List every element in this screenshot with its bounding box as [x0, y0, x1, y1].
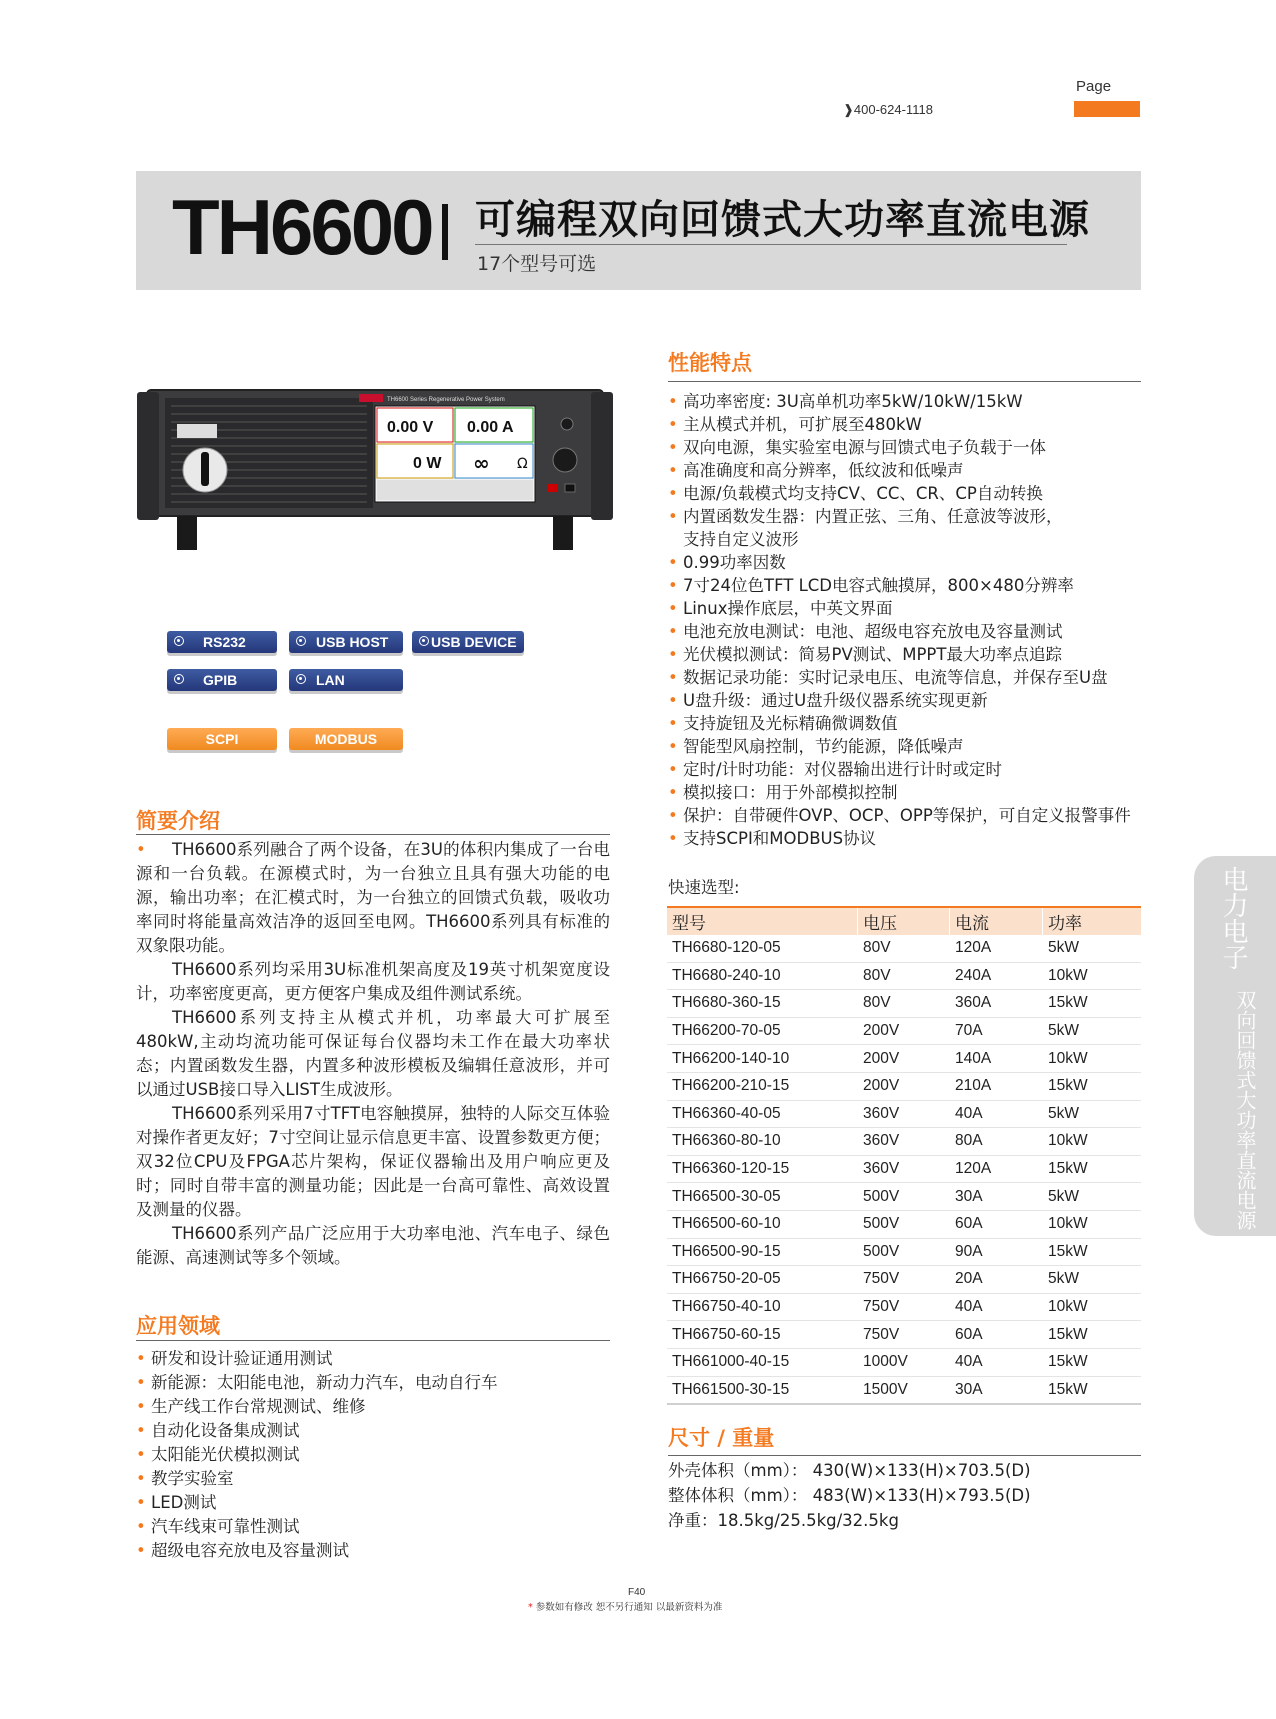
table-row: [667, 1348, 1141, 1376]
applications-rule: [136, 1340, 610, 1341]
svg-text:∞: ∞: [473, 451, 490, 475]
dimension-line: 外壳体积（mm）： 430(W)×133(H)×703.5(D): [668, 1461, 1031, 1480]
table-cell: 90A: [950, 1238, 1043, 1266]
table-row: [667, 1376, 1141, 1404]
table-cell: 5kW: [1043, 1266, 1142, 1294]
radio-dot-icon: [296, 636, 306, 646]
application-item: • 自动化设备集成测试: [136, 1419, 498, 1443]
svg-text:0 W: 0 W: [413, 455, 442, 472]
feature-item: • 0.99功率因数: [668, 551, 1131, 574]
application-item: • LED测试: [136, 1491, 498, 1515]
footer-note: * 参数如有修改 恕不另行通知 以最新资料为准: [528, 1602, 723, 1613]
table-cell: 40A: [950, 1293, 1043, 1321]
usb-host-chip: USB HOST: [289, 631, 403, 653]
feature-item: • Linux操作底层，中英文界面: [668, 597, 1131, 620]
column-header: 功率: [1043, 907, 1142, 935]
table-cell: 60A: [950, 1321, 1043, 1349]
rs232-chip: RS232: [167, 631, 277, 653]
features-rule: [668, 381, 1141, 382]
table-cell: 40A: [950, 1100, 1043, 1128]
table-cell: 15kW: [1043, 990, 1142, 1018]
table-cell: TH661000-40-15: [667, 1348, 858, 1376]
application-item: • 太阳能光伏模拟测试: [136, 1443, 498, 1467]
table-row: [667, 1293, 1141, 1321]
title-separator: [442, 204, 448, 260]
intro-paragraph: TH6600系列均采用3U标准机架高度及19英寸机架宽度设计，功率密度更高，更方便客户集成及组件测试系统。: [136, 960, 610, 1003]
feature-item: • 电池充放电测试：电池、超级电容充放电及容量测试: [668, 620, 1131, 643]
svg-text:TH6600 Series Regenerative Pow: TH6600 Series Regenerative Power System: [387, 397, 505, 403]
application-item: • 研发和设计验证通用测试: [136, 1347, 498, 1371]
table-cell: TH66750-20-05: [667, 1266, 858, 1294]
intro-text: [136, 838, 610, 1270]
table-cell: 140A: [950, 1045, 1043, 1073]
feature-item: • 光伏模拟测试：简易PV测试、MPPT最大功率点追踪: [668, 643, 1131, 666]
table-cell: 360V: [858, 1155, 950, 1183]
feature-item: • U盘升级：通过U盘升级仪器系统实现更新: [668, 689, 1131, 712]
usb-device-chip: USB DEVICE: [412, 631, 524, 653]
feature-item: • 电源/负载模式均支持CV、CC、CR、CP自动转换: [668, 482, 1131, 505]
table-row: [667, 1072, 1141, 1100]
feature-item: • 主从模式并机，可扩展至480kW: [668, 413, 1131, 436]
page-label: Page: [1076, 78, 1112, 95]
table-cell: 80A: [950, 1128, 1043, 1156]
table-cell: TH66360-80-10: [667, 1128, 858, 1156]
table-cell: 360V: [858, 1128, 950, 1156]
intro-heading: 简要介绍: [136, 809, 220, 833]
table-cell: 30A: [950, 1376, 1043, 1404]
dimension-line: 整体体积（mm）： 483(W)×133(H)×793.5(D): [668, 1486, 1031, 1505]
table-cell: TH66200-70-05: [667, 1017, 858, 1045]
intro-paragraph: TH6600系列支持主从模式并机，功率最大可扩展至480kW,主动均流功能可保证每台仪器均未工作在最大功率状态；内置函数发生器，内置多种波形模板及编辑任意波形，并可以通过USB接口导入LIST生成波形。: [136, 1008, 610, 1099]
table-cell: 15kW: [1043, 1348, 1142, 1376]
table-cell: 360A: [950, 990, 1043, 1018]
table-cell: 1000V: [858, 1348, 950, 1376]
feature-item: • 内置函数发生器：内置正弦、三角、任意波等波形，: [668, 505, 1131, 528]
product-title: 可编程双向回馈式大功率直流电源: [475, 197, 1090, 243]
table-cell: TH661500-30-15: [667, 1376, 858, 1404]
model-table: [667, 906, 1141, 1405]
svg-text:0.00 V: 0.00 V: [387, 419, 434, 436]
table-cell: 200V: [858, 1072, 950, 1100]
table-cell: 1500V: [858, 1376, 950, 1404]
table-cell: TH66500-30-05: [667, 1183, 858, 1211]
radio-dot-icon: [174, 674, 184, 684]
page-number-bar: [1074, 101, 1140, 117]
table-cell: 10kW: [1043, 1210, 1142, 1238]
table-cell: 200V: [858, 1017, 950, 1045]
gpib-chip: GPIB: [167, 669, 277, 691]
dimensions-heading: 尺寸 / 重量: [668, 1426, 775, 1450]
table-row: [667, 1017, 1141, 1045]
scpi-chip: SCPI: [167, 728, 277, 750]
table-cell: 20A: [950, 1266, 1043, 1294]
feature-item: • 高准确度和高分辨率，低纹波和低噪声: [668, 459, 1131, 482]
table-cell: TH6680-240-10: [667, 962, 858, 990]
feature-item: • 数据记录功能：实时记录电压、电流等信息，并保存至U盘: [668, 666, 1131, 689]
table-cell: 30A: [950, 1183, 1043, 1211]
table-cell: 360V: [858, 1100, 950, 1128]
feature-item: • 定时/计时功能：对仪器输出进行计时或定时: [668, 758, 1131, 781]
phone-number: ❱400-624-1118: [843, 102, 933, 117]
table-cell: 750V: [858, 1293, 950, 1321]
table-cell: TH6680-120-05: [667, 935, 858, 962]
applications-heading: 应用领域: [136, 1314, 220, 1338]
features-list: [668, 390, 1131, 850]
feature-item: • 高功率密度: 3U高单机功率5kW/10kW/15kW: [668, 390, 1131, 413]
footer-page-number: F40: [628, 1587, 646, 1598]
table-cell: TH66360-120-15: [667, 1155, 858, 1183]
lan-chip: LAN: [289, 669, 403, 691]
table-cell: 60A: [950, 1210, 1043, 1238]
table-cell: 5kW: [1043, 1100, 1142, 1128]
table-cell: 10kW: [1043, 1293, 1142, 1321]
table-cell: 15kW: [1043, 1238, 1142, 1266]
application-item: • 新能源：太阳能电池，新动力汽车，电动自行车: [136, 1371, 498, 1395]
table-cell: 15kW: [1043, 1155, 1142, 1183]
feature-item: • 双向电源，集实验室电源与回馈式电子负载于一体: [668, 436, 1131, 459]
table-header-row: [667, 907, 1141, 935]
table-cell: 120A: [950, 1155, 1043, 1183]
table-cell: 200V: [858, 1045, 950, 1073]
table-cell: TH66750-60-15: [667, 1321, 858, 1349]
side-tab-category: 电力电子: [1218, 866, 1248, 970]
table-cell: 15kW: [1043, 1376, 1142, 1404]
device-image: [137, 380, 613, 576]
table-row: [667, 1183, 1141, 1211]
intro-paragraph: • TH6600系列融合了两个设备，在3U的体积内集成了一台电源和一台负载。在源模式时，为一台独立且具有强大功能的电源，输出功率；在汇模式时，为一台独立的回馈式负载，吸收功率同时将能量高效洁净的返回至电网。TH6600系列具有标准的双象限功能。: [136, 840, 610, 955]
table-cell: 10kW: [1043, 1128, 1142, 1156]
table-cell: 15kW: [1043, 1072, 1142, 1100]
table-row: [667, 1238, 1141, 1266]
product-subtitle: 17个型号可选: [477, 253, 597, 275]
table-cell: 750V: [858, 1266, 950, 1294]
table-cell: 240A: [950, 962, 1043, 990]
applications-list: [136, 1347, 498, 1563]
features-heading: 性能特点: [668, 351, 752, 375]
table-cell: 5kW: [1043, 1183, 1142, 1211]
table-row: [667, 1155, 1141, 1183]
model-number: TH6600: [172, 183, 432, 271]
table-cell: TH66500-60-10: [667, 1210, 858, 1238]
table-cell: 500V: [858, 1210, 950, 1238]
column-header: 型号: [667, 907, 858, 935]
table-row: [667, 990, 1141, 1018]
table-row: [667, 1128, 1141, 1156]
dimension-line: 净重：18.5kg/25.5kg/32.5kg: [668, 1511, 899, 1530]
radio-dot-icon: [419, 636, 429, 646]
side-tab-product: 双向回馈式大功率直流电源: [1233, 990, 1257, 1230]
table-cell: 10kW: [1043, 1045, 1142, 1073]
feature-item: • 智能型风扇控制，节约能源，降低噪声: [668, 735, 1131, 758]
table-cell: TH6680-360-15: [667, 990, 858, 1018]
table-row: [667, 1045, 1141, 1073]
table-cell: 80V: [858, 935, 950, 962]
table-cell: 5kW: [1043, 1017, 1142, 1045]
table-cell: 40A: [950, 1348, 1043, 1376]
asterisk-icon: *: [528, 1602, 533, 1613]
intro-paragraph: TH6600系列采用7寸TFT电容触摸屏，独特的人际交互体验对操作者更友好；7寸空间让显示信息更丰富、设置参数更方便；双32位CPU及FPGA芯片架构，保证仪器输出及用户响应更及时；同时自带丰富的测量功能；因此是一台高可靠性、高效设置及测量的仪器。: [136, 1104, 610, 1219]
table-row: [667, 1266, 1141, 1294]
feature-item: • 支持SCPI和MODBUS协议: [668, 827, 1131, 850]
table-cell: 80V: [858, 962, 950, 990]
title-underline: [475, 244, 1067, 245]
modbus-chip: MODBUS: [289, 728, 403, 750]
table-cell: TH66200-210-15: [667, 1072, 858, 1100]
table-row: [667, 1100, 1141, 1128]
svg-text:Ω: Ω: [517, 456, 528, 472]
table-cell: 210A: [950, 1072, 1043, 1100]
feature-item: • 7寸24位色TFT LCD电容式触摸屏，800×480分辨率: [668, 574, 1131, 597]
table-row: [667, 1321, 1141, 1349]
table-cell: TH66360-40-05: [667, 1100, 858, 1128]
table-cell: 500V: [858, 1238, 950, 1266]
column-header: 电流: [950, 907, 1043, 935]
table-cell: 15kW: [1043, 1321, 1142, 1349]
intro-rule: [136, 834, 610, 835]
feature-item: • 模拟接口：用于外部模拟控制: [668, 781, 1131, 804]
application-item: • 超级电容充放电及容量测试: [136, 1539, 498, 1563]
table-cell: TH66200-140-10: [667, 1045, 858, 1073]
table-cell: 500V: [858, 1183, 950, 1211]
table-cell: 70A: [950, 1017, 1043, 1045]
table-cell: 750V: [858, 1321, 950, 1349]
table-row: [667, 935, 1141, 962]
feature-item: • 支持旋钮及光标精确微调数值: [668, 712, 1131, 735]
table-row: [667, 962, 1141, 990]
dimensions-text: [668, 1458, 1031, 1533]
radio-dot-icon: [174, 636, 184, 646]
quick-select-label: 快速选型:: [668, 878, 740, 897]
intro-paragraph: TH6600系列产品广泛应用于大功率电池、汽车电子、绿色能源、高速测试等多个领域。: [136, 1224, 610, 1267]
radio-dot-icon: [296, 674, 306, 684]
table-cell: 5kW: [1043, 935, 1142, 962]
table-cell: 10kW: [1043, 962, 1142, 990]
table-cell: TH66750-40-10: [667, 1293, 858, 1321]
dimensions-rule: [668, 1455, 1141, 1456]
svg-text:0.00 A: 0.00 A: [467, 419, 514, 436]
table-row: [667, 1210, 1141, 1238]
table-cell: 80V: [858, 990, 950, 1018]
table-cell: 120A: [950, 935, 1043, 962]
application-item: • 生产线工作台常规测试、维修: [136, 1395, 498, 1419]
feature-item: 支持自定义波形: [683, 530, 799, 549]
application-item: • 教学实验室: [136, 1467, 498, 1491]
table-cell: TH66500-90-15: [667, 1238, 858, 1266]
column-header: 电压: [858, 907, 950, 935]
application-item: • 汽车线束可靠性测试: [136, 1515, 498, 1539]
feature-item: • 保护：自带硬件OVP、OCP、OPP等保护，可自定义报警事件: [668, 804, 1131, 827]
